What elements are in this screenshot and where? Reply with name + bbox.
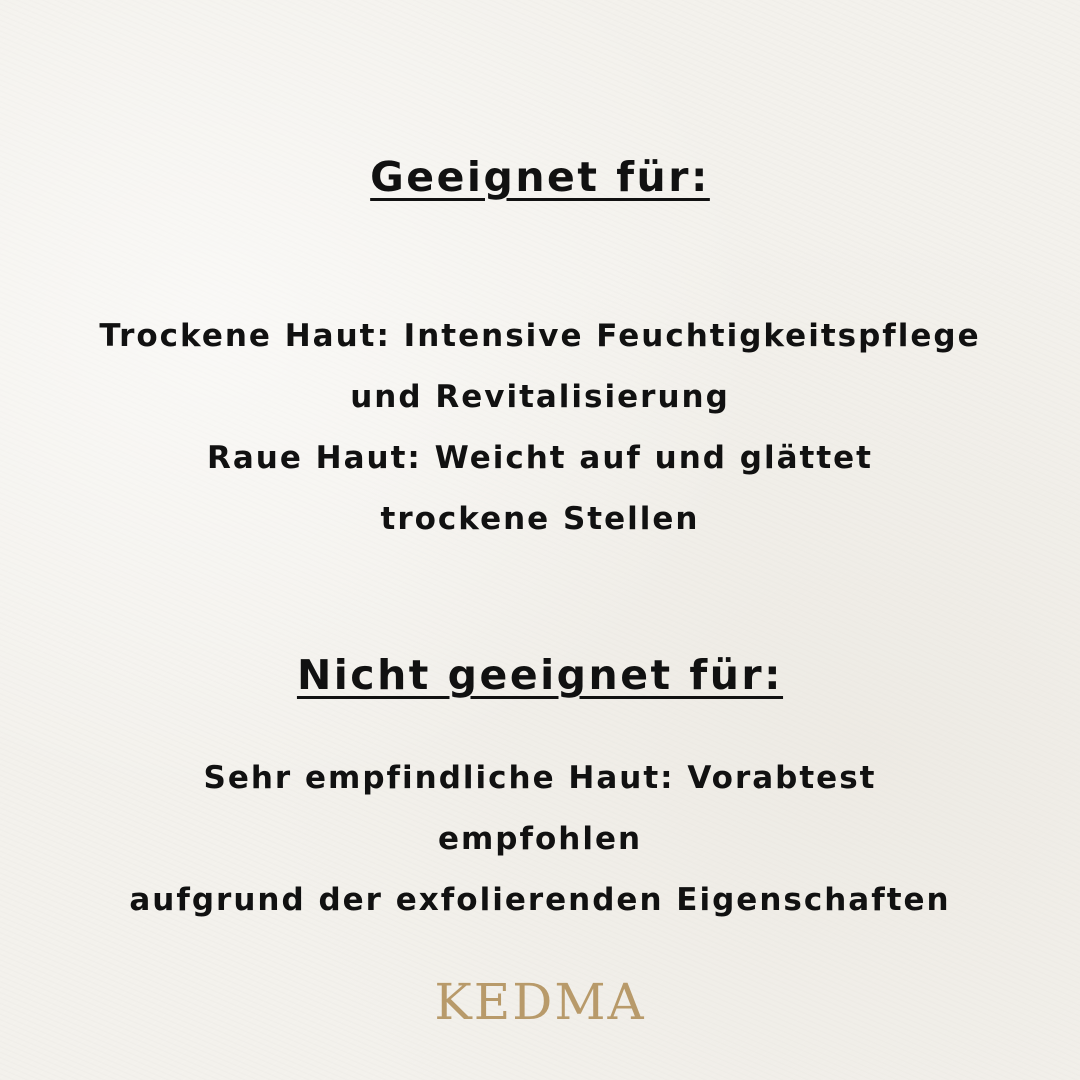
suitable-heading: Geeignet für:	[370, 153, 710, 201]
not-suitable-text	[40, 748, 1040, 931]
brand-logo: KEDMA	[434, 973, 646, 1031]
not-suitable-heading: Nicht geeignet für:	[296, 651, 784, 699]
suitable-line: und Revitalisierung	[350, 379, 730, 415]
suitable-text	[40, 306, 1040, 550]
suitable-line: trockene Stellen	[380, 501, 700, 537]
not-suitable-line: empfohlen	[437, 821, 643, 857]
not-suitable-line: Sehr empfindliche Haut: Vorabtest	[203, 760, 877, 796]
suitable-line: Raue Haut: Weicht auf und glättet	[206, 440, 874, 476]
not-suitable-line: aufgrund der exfolierenden Eigenschaften	[129, 882, 951, 918]
suitable-line: Trockene Haut: Intensive Feuchtigkeitspflege	[99, 318, 981, 354]
